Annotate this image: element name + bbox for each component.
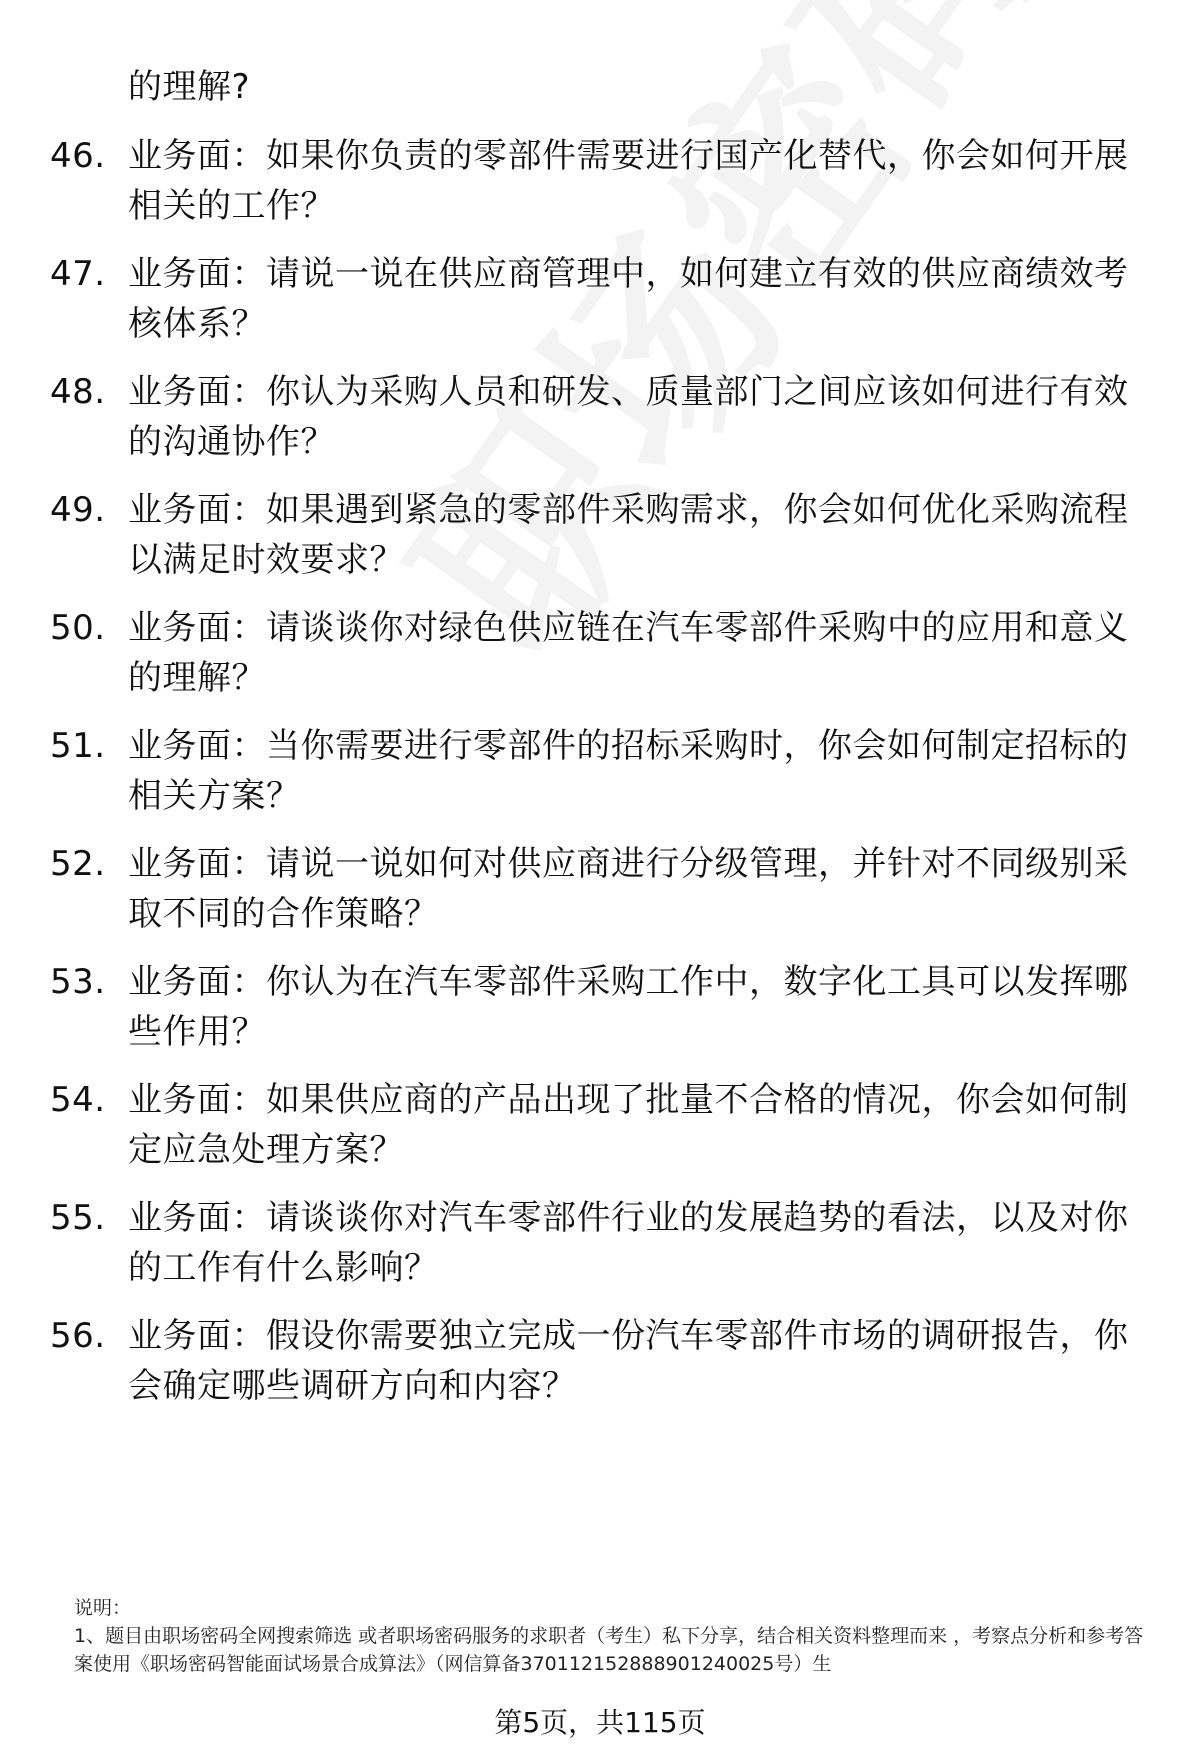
question-text: 业务面：假设你需要独立完成一份汽车零部件市场的调研报告，你会确定哪些调研方向和内容？ [128, 1316, 1129, 1406]
notes-title: 说明： [74, 1597, 132, 1619]
question-item [50, 957, 1160, 1057]
question-item [50, 721, 1160, 821]
question-number: 52. [50, 844, 106, 884]
question-item [50, 367, 1160, 467]
question-item [50, 249, 1160, 349]
question-text: 业务面：你认为采购人员和研发、质量部门之间应该如何进行有效的沟通协作？ [128, 372, 1129, 462]
question-item [50, 485, 1160, 585]
watermark [330, 0, 1200, 701]
question-number: 47. [50, 254, 106, 294]
notes-body: 1、题目由职场密码全网搜索筛选 或者职场密码服务的求职者（考生）私下分享，结合相关资料整理而来 ，考察点分析和参考答案使用《职场密码智能面试场景合成算法》（网信算备370112152888901240025号）生 [74, 1625, 1144, 1675]
question-text: 业务面：当你需要进行零部件的招标采购时，你会如何制定招标的相关方案？ [128, 726, 1129, 816]
question-item [50, 1311, 1160, 1411]
question-text: 业务面：你认为在汽车零部件采购工作中，数字化工具可以发挥哪些作用？ [128, 962, 1129, 1052]
question-number: 50. [50, 608, 106, 648]
page-number: 第5页，共115页 [494, 1706, 706, 1739]
question-item [50, 131, 1160, 231]
question-number: 48. [50, 372, 106, 412]
question-number: 49. [50, 490, 106, 530]
question-number: 46. [50, 136, 106, 176]
question-text: 业务面：如果你负责的零部件需要进行国产化替代，你会如何开展相关的工作？ [128, 136, 1129, 226]
question-item [50, 603, 1160, 703]
question-number: 53. [50, 962, 106, 1002]
question-number: 54. [50, 1080, 106, 1120]
question-item [50, 839, 1160, 939]
question-number: 56. [50, 1316, 106, 1356]
question-item [50, 1075, 1160, 1175]
notes-section [74, 1594, 1159, 1678]
question-number: 55. [50, 1198, 106, 1238]
question-text: 业务面：如果遇到紧急的零部件采购需求，你会如何优化采购流程以满足时效要求？ [128, 490, 1129, 580]
question-text: 业务面：请说一说在供应商管理中，如何建立有效的供应商绩效考核体系？ [128, 254, 1129, 344]
question-text: 业务面：请谈谈你对绿色供应链在汽车零部件采购中的应用和意义的理解？ [128, 608, 1129, 698]
question-item [50, 1193, 1160, 1293]
continuation-text: 的理解? [128, 67, 251, 107]
question-number: 51. [50, 726, 106, 766]
question-text: 业务面：请说一说如何对供应商进行分级管理，并针对不同级别采取不同的合作策略？ [128, 844, 1129, 934]
question-text: 业务面：请谈谈你对汽车零部件行业的发展趋势的看法，以及对你的工作有什么影响？ [128, 1198, 1129, 1288]
question-text: 业务面：如果供应商的产品出现了批量不合格的情况，你会如何制定应急处理方案？ [128, 1080, 1129, 1170]
